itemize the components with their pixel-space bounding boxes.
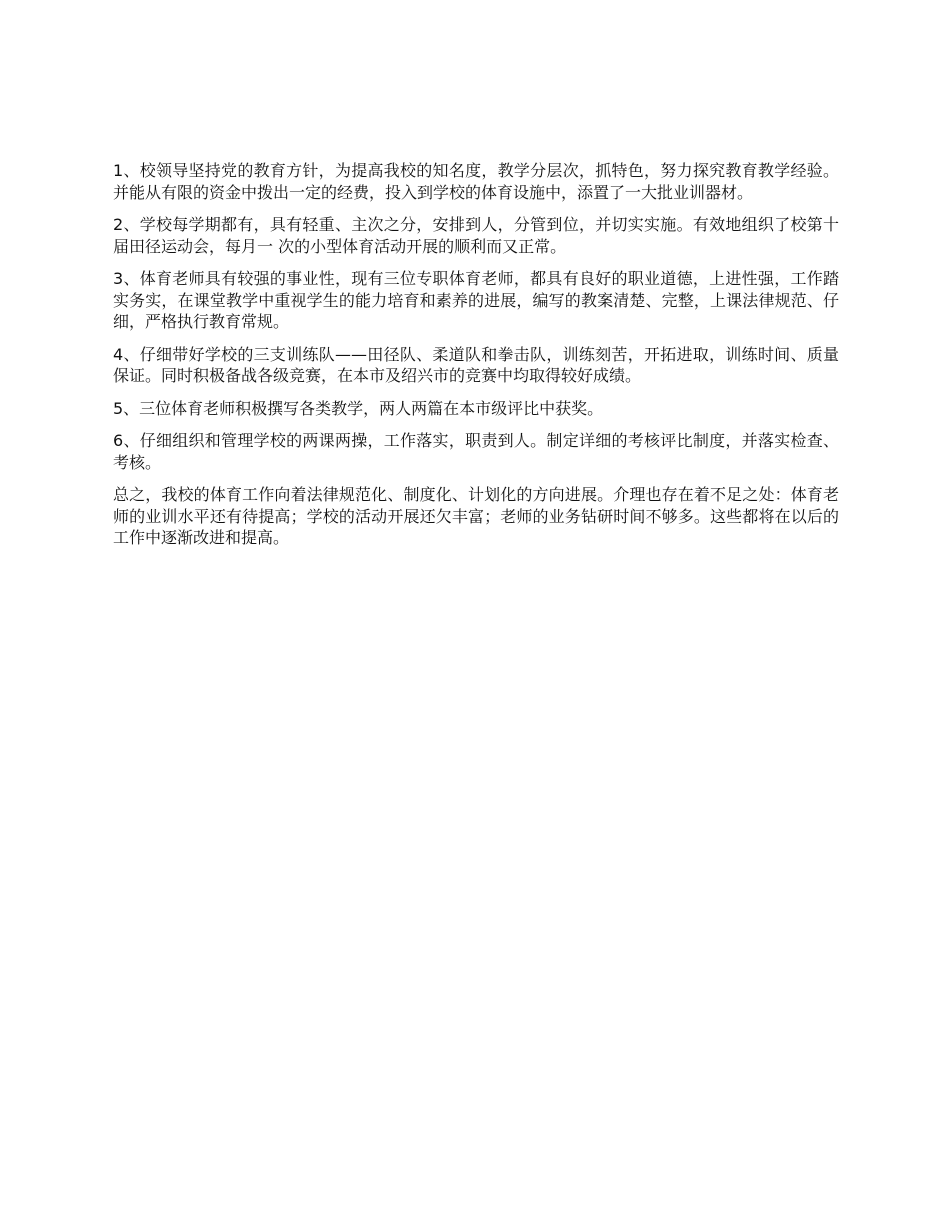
document-body — [113, 160, 839, 560]
paragraph-4: 4、仔细带好学校的三支训练队——田径队、柔道队和拳击队，训练刻苦，开拓进取，训练时间、质量保证。同时积极备战各级竞赛，在本市及绍兴市的竞赛中均取得较好成绩。 — [113, 344, 839, 385]
paragraph-5: 5、三位体育老师积极撰写各类教学，两人两篇在本市级评比中获奖。 — [113, 398, 604, 418]
paragraph-6: 6、仔细组织和管理学校的两课两操，工作落实，职责到人。制定详细的考核评比制度，并落实检查、考核。 — [113, 431, 839, 472]
paragraph-2: 2、学校每学期都有，具有轻重、主次之分，安排到人，分管到位，并切实实施。有效地组织了校第十届田径运动会，每月一 次的小型体育活动开展的顺利而又正常。 — [113, 215, 839, 256]
paragraph-summary: 总之，我校的体育工作向着法律规范化、制度化、计划化的方向进展。介理也存在着不足之处：体育老师的业训水平还有待提高；学校的活动开展还欠丰富；老师的业务钻研时间不够多。这些都将在以后的工作中逐渐改进和提高。 — [113, 485, 839, 547]
paragraph-1: 1、校领导坚持党的教育方针，为提高我校的知名度，教学分层次，抓特色，努力探究教育教学经验。并能从有限的资金中拨出一定的经费，投入到学校的体育设施中，添置了一大批业训器材。 — [113, 161, 839, 202]
paragraph-3: 3、体育老师具有较强的事业性，现有三位专职体育老师，都具有良好的职业道德，上进性强，工作踏实务实，在课堂教学中重视学生的能力培育和素养的进展，编写的教案清楚、完整，上课法律规范、仔细，严格执行教育常规。 — [113, 269, 839, 331]
